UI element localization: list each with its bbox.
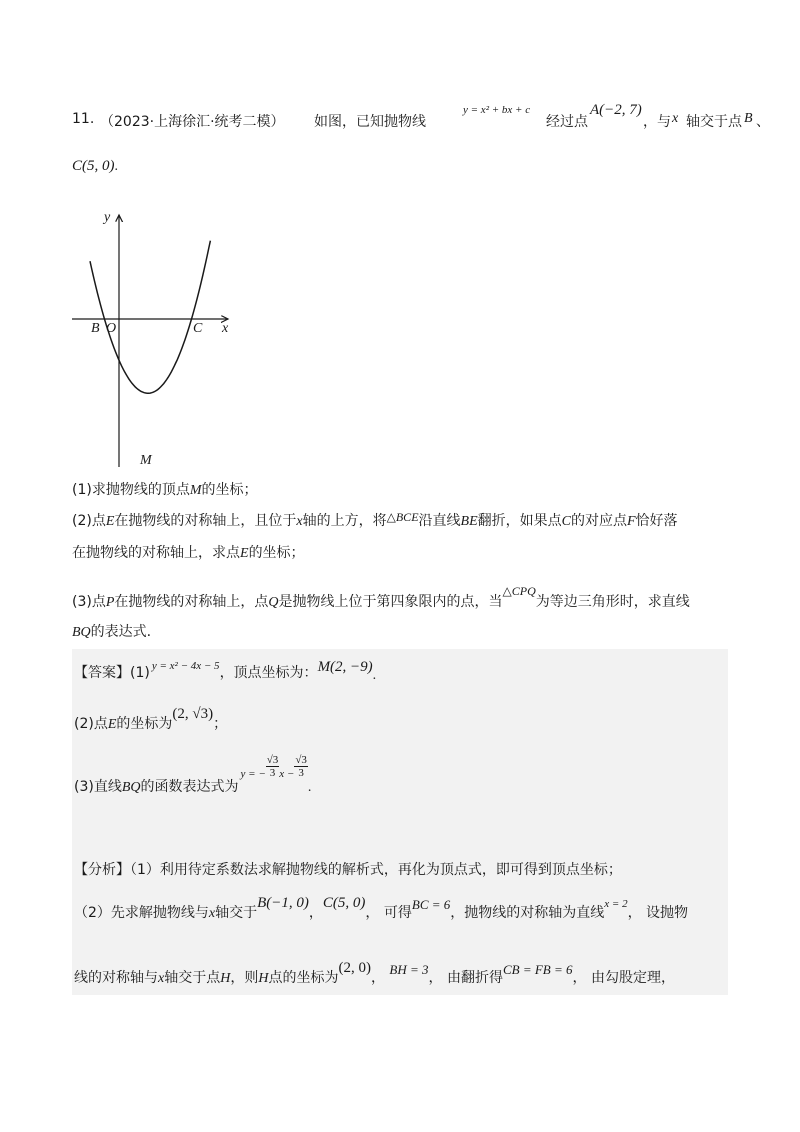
answer-box bbox=[72, 649, 728, 995]
var-E: E bbox=[105, 514, 115, 529]
analysis-text: ， 设抛物 bbox=[627, 905, 689, 921]
answer-line-3 bbox=[74, 754, 312, 800]
part-text: 是抛物线上位于第四象限内的点，当 bbox=[278, 594, 503, 610]
part-text: 的坐标； bbox=[248, 545, 305, 561]
part-text: (2)点 bbox=[72, 513, 106, 529]
var-M: M bbox=[189, 483, 202, 498]
part-text: 沿直线 bbox=[418, 513, 461, 529]
fraction-numerator: √3 bbox=[266, 754, 279, 766]
point-C: C(5, 0) bbox=[72, 158, 115, 174]
analysis-text: ， bbox=[308, 905, 323, 921]
answer-line-1 bbox=[74, 654, 376, 684]
answer-line-2 bbox=[74, 703, 227, 733]
point-C-coordinate: C(5, 0) bbox=[322, 895, 366, 911]
var-BE: BE bbox=[460, 514, 478, 529]
part-text: 的对应点 bbox=[570, 513, 627, 529]
fraction-denominator: 3 bbox=[298, 767, 304, 779]
part-text: 恰好落 bbox=[635, 513, 678, 529]
answer-equation: y = x² − 4x − 5 bbox=[151, 660, 220, 672]
BH-length: BH = 3 bbox=[389, 962, 429, 977]
var-E: E bbox=[240, 546, 249, 561]
triangle-CPQ: △CPQ bbox=[502, 584, 536, 598]
answer-text: . bbox=[372, 668, 377, 683]
point-E-coordinate: (2, √3) bbox=[172, 706, 214, 722]
question-number: 11. bbox=[72, 111, 95, 127]
analysis-text: ，抛物线的对称轴为直线 bbox=[450, 905, 605, 921]
part-text: 翻折，如果点 bbox=[477, 513, 562, 529]
var-x: x bbox=[208, 906, 216, 921]
x-axis-label: x bbox=[222, 321, 229, 336]
part-text: 轴的上方，将 bbox=[302, 513, 387, 529]
analysis-text: 轴交于 bbox=[215, 905, 258, 921]
analysis-text: （1）利用待定系数法求解抛物线的解析式，再化为顶点式，即可得到顶点坐标； bbox=[130, 862, 622, 878]
point-B-coordinate: B(−1, 0) bbox=[257, 895, 309, 911]
fraction-denominator: 3 bbox=[269, 767, 276, 779]
analysis-line-3 bbox=[74, 957, 675, 987]
parabola-curve bbox=[90, 241, 210, 394]
point-A: A(−2, 7) bbox=[590, 102, 642, 118]
question-text: ，与 bbox=[643, 114, 671, 130]
part-3 bbox=[72, 583, 690, 613]
answer-text: (1) bbox=[130, 665, 150, 681]
analysis-text: ， 由翻折得 bbox=[428, 970, 503, 986]
analysis-tag: 【分析】 bbox=[74, 862, 130, 878]
answer-text: 的函数表达式为 bbox=[140, 778, 239, 795]
vertex-M-label: M bbox=[140, 453, 152, 468]
var-BQ: BQ bbox=[72, 625, 91, 640]
var-P: P bbox=[105, 595, 115, 610]
point-H-coordinate: (2, 0) bbox=[338, 960, 371, 976]
y-axis-label: y bbox=[104, 210, 111, 225]
part-text: 在抛物线的对称轴上，且位于 bbox=[114, 513, 297, 529]
answer-text: 的坐标为 bbox=[116, 716, 173, 732]
question-source: （2023·上海徐汇·统考二模） bbox=[100, 114, 285, 130]
var-x: x bbox=[296, 514, 303, 529]
symmetry-axis: x = 2 bbox=[604, 898, 628, 910]
analysis-text: （2）先求解抛物线与 bbox=[74, 905, 209, 921]
part-text: 的坐标； bbox=[201, 482, 258, 498]
part-1 bbox=[72, 479, 258, 499]
origin-label: O bbox=[106, 321, 117, 336]
answer-text: ； bbox=[213, 716, 228, 732]
var-x: x bbox=[672, 111, 679, 126]
CB-FB-length: CB = FB = 6 bbox=[502, 962, 573, 977]
var-Q: Q bbox=[268, 595, 279, 610]
part-text: 在抛物线的对称轴上，求点 bbox=[72, 545, 240, 561]
fraction-numerator: √3 bbox=[295, 754, 307, 766]
vertex-coordinate: M(2, −9) bbox=[317, 659, 373, 675]
var-H: H bbox=[220, 971, 231, 986]
answer-equation: x − bbox=[279, 767, 295, 780]
fraction-sqrt3-over-3 bbox=[266, 754, 280, 779]
part-2 bbox=[72, 510, 678, 534]
part-text: (3)点 bbox=[72, 594, 106, 610]
analysis-text: ， bbox=[370, 970, 390, 986]
question-text: 如图，已知抛物线 bbox=[314, 114, 426, 130]
var-x: x bbox=[158, 971, 165, 986]
part-text: 为等边三角形时，求直线 bbox=[535, 594, 690, 610]
analysis-line-1 bbox=[74, 859, 622, 879]
part-text: 在抛物线的对称轴上，点 bbox=[114, 594, 269, 610]
analysis-text: 线的对称轴与 bbox=[74, 970, 158, 986]
var-BQ: BQ bbox=[121, 779, 141, 795]
point-C-label: C bbox=[193, 321, 203, 336]
parabola-figure bbox=[70, 205, 245, 470]
question-line-2 bbox=[72, 158, 118, 186]
question-text: 经过点 bbox=[546, 114, 588, 130]
answer-text: ，顶点坐标为： bbox=[219, 665, 318, 681]
part-text: (1)求抛物线的顶点 bbox=[72, 482, 190, 498]
var-H: H bbox=[258, 971, 269, 986]
answer-tag: 【答案】 bbox=[74, 665, 130, 681]
BC-length: BC = 6 bbox=[411, 897, 451, 912]
analysis-line-2 bbox=[74, 892, 688, 922]
part-text: 的表达式. bbox=[90, 624, 152, 640]
part-2-line-2 bbox=[72, 542, 305, 562]
answer-text: (2)点 bbox=[74, 716, 108, 732]
var-E: E bbox=[107, 717, 117, 732]
analysis-text: ， 由勾股定理， bbox=[572, 970, 675, 986]
answer-text: . bbox=[307, 779, 312, 795]
question-text: 轴交于点 bbox=[686, 114, 742, 130]
var-C: C bbox=[561, 514, 571, 529]
answer-text: (3)直线 bbox=[74, 778, 122, 795]
answer-equation: y = − bbox=[240, 767, 266, 780]
period: . bbox=[114, 159, 118, 174]
part-3-line-2 bbox=[72, 621, 151, 641]
analysis-text: ， 可得 bbox=[365, 905, 412, 921]
triangle-BCE: △BCE bbox=[386, 510, 419, 524]
parabola-equation: y = x² + bx + c bbox=[463, 104, 531, 116]
question-text: 、 bbox=[756, 114, 770, 130]
fraction-sqrt3-over-3 bbox=[294, 754, 308, 779]
point-B-label: B bbox=[91, 321, 100, 336]
analysis-text: ，则 bbox=[230, 970, 259, 986]
var-F: F bbox=[626, 514, 636, 529]
analysis-text: 轴交于点 bbox=[164, 970, 221, 986]
var-B: B bbox=[744, 111, 753, 126]
analysis-text: 点的坐标为 bbox=[268, 970, 339, 986]
